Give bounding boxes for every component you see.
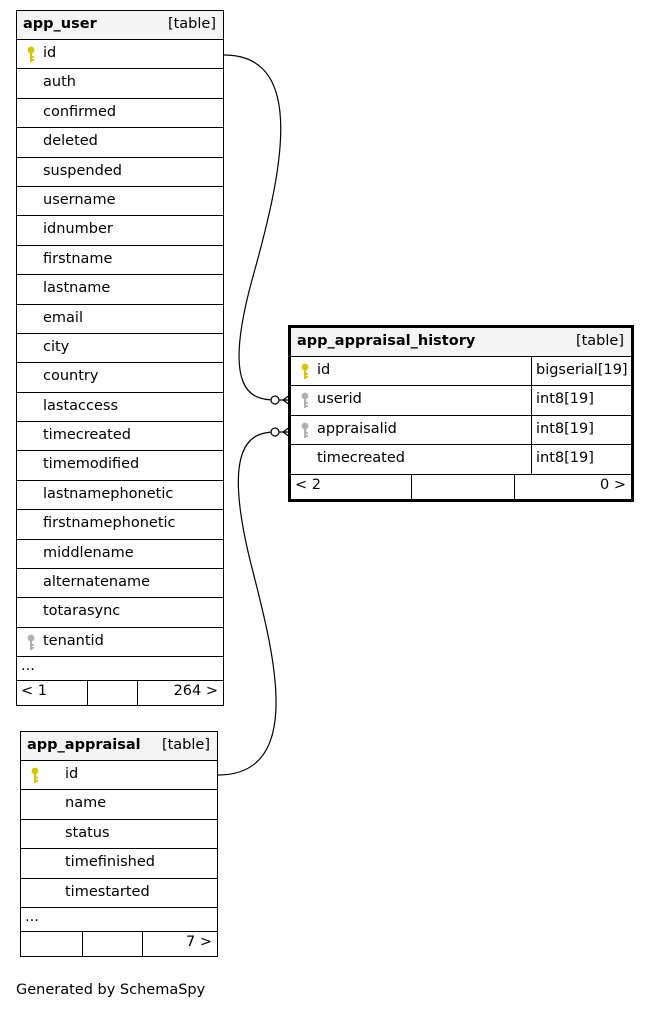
children-count[interactable]: 264 >	[173, 683, 218, 700]
table-footer	[21, 932, 217, 956]
column-row-timecreated[interactable]	[291, 445, 631, 474]
column-row-username[interactable]	[17, 187, 223, 216]
table-type: [table]	[575, 333, 624, 349]
column-row-lastname[interactable]	[17, 275, 223, 304]
column-row-firstname[interactable]	[17, 246, 223, 275]
column-row-confirmed[interactable]	[17, 99, 223, 128]
column-row-firstnamephonetic[interactable]	[17, 510, 223, 539]
column-name: totarasync	[43, 603, 121, 620]
parents-count[interactable]: < 2	[295, 476, 321, 493]
column-type: bigserial[19]	[536, 362, 628, 378]
column-row-id[interactable]	[21, 761, 217, 790]
primary-key-icon	[30, 767, 40, 784]
column-name: tenantid	[43, 632, 104, 649]
column-name: username	[43, 191, 116, 208]
column-row-status[interactable]	[21, 820, 217, 849]
column-name: lastnamephonetic	[43, 485, 174, 502]
table-footer	[291, 475, 631, 499]
column-name: timemodified	[43, 456, 140, 473]
column-type: int8[19]	[536, 450, 594, 467]
column-row-middlename[interactable]	[17, 540, 223, 569]
table-type: [table]	[167, 16, 216, 32]
column-type: int8[19]	[536, 391, 594, 408]
column-row-deleted[interactable]	[17, 128, 223, 157]
column-row-tenantid[interactable]	[17, 628, 223, 657]
primary-key-icon	[300, 363, 310, 380]
column-row-name[interactable]	[21, 790, 217, 819]
column-row-appraisalid[interactable]	[291, 416, 631, 445]
column-name: middlename	[43, 544, 134, 561]
column-name: deleted	[43, 133, 98, 150]
column-name: timestarted	[65, 883, 150, 900]
table-app-appraisal[interactable]	[20, 731, 218, 957]
table-footer	[17, 681, 223, 705]
column-name: confirmed	[43, 103, 117, 120]
table-app-appraisal-history[interactable]	[288, 325, 634, 502]
more-columns: ...	[17, 657, 223, 681]
column-row-lastnamephonetic[interactable]	[17, 481, 223, 510]
children-count[interactable]: 7 >	[186, 933, 212, 950]
column-name: timecreated	[317, 450, 405, 467]
table-name: app_appraisal	[27, 737, 141, 753]
relation-user-id-to-history-userid	[224, 55, 281, 400]
column-row-timemodified[interactable]	[17, 451, 223, 480]
column-row-id[interactable]	[17, 40, 223, 69]
column-name: lastname	[43, 280, 111, 297]
column-row-city[interactable]	[17, 334, 223, 363]
column-name: lastaccess	[43, 397, 119, 414]
column-row-lastaccess[interactable]	[17, 393, 223, 422]
column-name: id	[43, 45, 57, 61]
column-name: status	[65, 824, 110, 841]
table-name: app_appraisal_history	[297, 333, 476, 349]
more-columns: ...	[21, 908, 217, 932]
column-name: timecreated	[43, 427, 131, 444]
primary-key-icon	[26, 46, 36, 63]
column-row-suspended[interactable]	[17, 158, 223, 187]
column-name: auth	[43, 74, 76, 91]
relation-user-optional-marker	[271, 396, 279, 404]
column-name: idnumber	[43, 221, 113, 238]
column-name: city	[43, 338, 70, 355]
column-name: firstnamephonetic	[43, 515, 176, 532]
column-row-totarasync[interactable]	[17, 598, 223, 627]
column-name: appraisalid	[317, 420, 397, 437]
column-row-timefinished[interactable]	[21, 849, 217, 878]
column-row-email[interactable]	[17, 305, 223, 334]
column-row-id[interactable]	[291, 357, 631, 386]
column-type: int8[19]	[536, 420, 594, 437]
column-name: userid	[317, 391, 362, 408]
foreign-key-icon	[26, 634, 36, 651]
table-type: [table]	[161, 737, 210, 753]
column-row-timecreated[interactable]	[17, 422, 223, 451]
column-name: name	[65, 795, 107, 812]
column-name: email	[43, 309, 83, 326]
generated-by-footer: Generated by SchemaSpy	[16, 982, 206, 998]
column-name: suspended	[43, 162, 122, 179]
column-row-alternatename[interactable]	[17, 569, 223, 598]
column-name: country	[43, 368, 99, 385]
table-header[interactable]	[291, 328, 631, 357]
relation-appraisal-optional-marker	[271, 428, 279, 436]
table-name: app_user	[23, 16, 97, 32]
column-row-country[interactable]	[17, 363, 223, 392]
column-name: timefinished	[65, 854, 155, 871]
table-app-user[interactable]	[16, 10, 224, 706]
column-row-timestarted[interactable]	[21, 879, 217, 908]
table-header[interactable]	[21, 732, 217, 761]
column-name: firstname	[43, 250, 113, 267]
column-name: id	[317, 362, 331, 378]
relation-appraisal-id-to-history-appraisalid	[218, 432, 276, 775]
column-row-idnumber[interactable]	[17, 216, 223, 245]
table-header[interactable]	[17, 11, 223, 40]
column-row-userid[interactable]	[291, 386, 631, 415]
parents-count[interactable]: < 1	[21, 683, 47, 700]
foreign-key-icon	[300, 392, 310, 409]
children-count[interactable]: 0 >	[600, 476, 626, 493]
foreign-key-icon	[300, 422, 310, 439]
column-name: alternatename	[43, 574, 151, 591]
column-name: id	[65, 766, 79, 782]
column-row-auth[interactable]	[17, 69, 223, 98]
